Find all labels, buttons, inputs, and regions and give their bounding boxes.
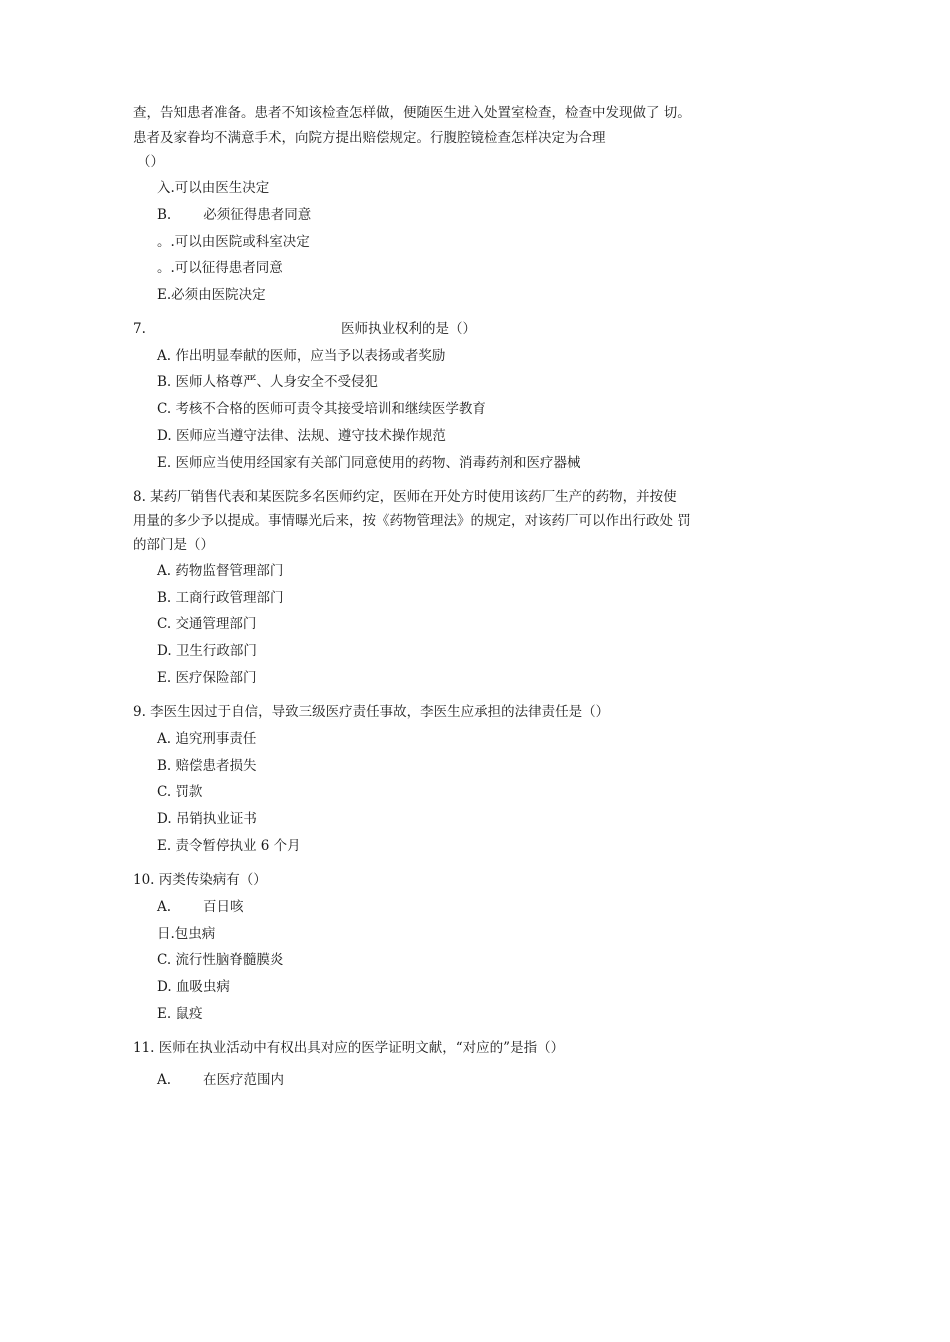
option-letter: C. [157,952,172,968]
option-text: 药物监督管理部门 [175,563,284,579]
option-d [157,810,257,828]
option-letter: A. [157,348,172,364]
option-letter: E. [157,838,172,854]
option-e [157,1005,202,1023]
option-a [157,1071,284,1089]
option-c [157,783,202,801]
option-letter: C. [157,401,172,417]
option-d [157,427,446,445]
option-e [157,837,301,855]
question-text-line: 8. 某药厂销售代表和某医院多名医师约定，医师在开处方时使用该药厂生产的药物，并按使 [133,489,677,505]
option-b [157,757,257,775]
option-letter: D. [157,643,172,659]
option-b [157,925,215,943]
option-text: 考核不合格的医师可责令其接受培训和继续医学教育 [175,401,486,417]
option-text: 吊销执业证书 [175,811,257,827]
option-text: 可以由医生决定 [174,180,270,196]
option-text: 医疗保险部门 [175,670,257,686]
option-letter: 日. [157,926,175,942]
option-text: 可以由医院或科室决定 [174,234,310,250]
option-text: 责令暂停执业 6 个月 [175,838,301,854]
option-text: 鼠疫 [175,1006,203,1022]
question-stem: 医师执业权利的是（） [341,321,476,337]
option-letter: D. [157,979,172,995]
option-letter: D. [157,811,172,827]
option-letter: E. [157,670,172,686]
option-e [157,669,256,687]
option-letter: E. [157,455,172,471]
option-letter: A. [157,731,172,747]
option-letter: D. [157,428,172,444]
option-text: 罚款 [175,784,203,800]
option-text: 包虫病 [174,926,216,942]
question-text-line: 患者及家眷均不满意手术，向院方提出赔偿规定。行腹腔镜检查怎样决定为合理 [133,130,606,146]
option-text: 赔偿患者损失 [175,758,257,774]
option-c [157,233,310,251]
question-stem: 11. 医师在执业活动中有权出具对应的医学证明文献，“对应的”是指（） [133,1040,565,1056]
option-letter: 入. [157,180,175,196]
option-b [157,373,378,391]
option-e [157,454,580,472]
option-text: 流行性脑脊髓膜炎 [175,952,284,968]
option-a [157,898,244,916]
question-stem: 10. 丙类传染病有（） [133,872,267,888]
option-text: 交通管理部门 [175,616,257,632]
option-letter: E. [157,1006,172,1022]
option-text: 必须由医院决定 [171,287,266,303]
option-a [157,179,269,197]
option-letter: E. [157,287,172,303]
option-e [157,286,266,304]
option-letter: 。. [157,234,175,250]
option-text: 血吸虫病 [175,979,230,995]
option-d [157,259,283,277]
option-letter: B. [157,374,172,390]
option-b [157,206,311,224]
option-letter: B. [157,207,172,223]
option-d [157,642,257,660]
option-text: 在医疗范围内 [203,1072,285,1088]
option-letter: B. [157,590,172,606]
option-letter: 。. [157,260,175,276]
option-a [157,562,283,580]
option-text: 医师人格尊严、人身安全不受侵犯 [175,374,379,390]
option-a [157,730,256,748]
option-letter: A. [157,899,172,915]
option-b [157,589,284,607]
option-text: 医师应当遵守法律、法规、遵守技术操作规范 [175,428,446,444]
question-text-line: 查，告知患者准备。患者不知该检查怎样做，便随医生进入处置室检查，检查中发现做了 切。 [133,105,691,121]
question-text-line: （） [137,154,164,170]
option-text: 卫生行政部门 [175,643,257,659]
option-text: 必须征得患者同意 [203,207,312,223]
option-c [157,400,486,418]
option-letter: C. [157,784,172,800]
option-text: 工商行政管理部门 [175,590,284,606]
option-a [157,347,445,365]
question-stem: 9. 李医生因过于自信，导致三级医疗责任事故，李医生应承担的法律责任是（） [133,704,610,720]
option-letter: A. [157,1072,172,1088]
option-d [157,978,230,996]
option-letter: C. [157,616,172,632]
option-text: 百日咳 [203,899,244,915]
option-text: 医师应当使用经国家有关部门同意使用的药物、消毒药剂和医疗器械 [175,455,581,471]
question-text-line: 用量的多少予以提成。事情曝光后来，按《药物管理法》的规定，对该药厂可以作出行政处 罚 [133,513,691,529]
option-c [157,951,283,969]
option-c [157,615,256,633]
question-text-line: 的部门是（） [133,537,214,553]
option-letter: A. [157,563,172,579]
option-text: 追究刑事责任 [175,731,257,747]
question-number: 7. [133,321,146,337]
option-letter: B. [157,758,172,774]
option-text: 作出明显奉献的医师，应当予以表扬或者奖励 [175,348,446,364]
option-text: 可以征得患者同意 [174,260,283,276]
